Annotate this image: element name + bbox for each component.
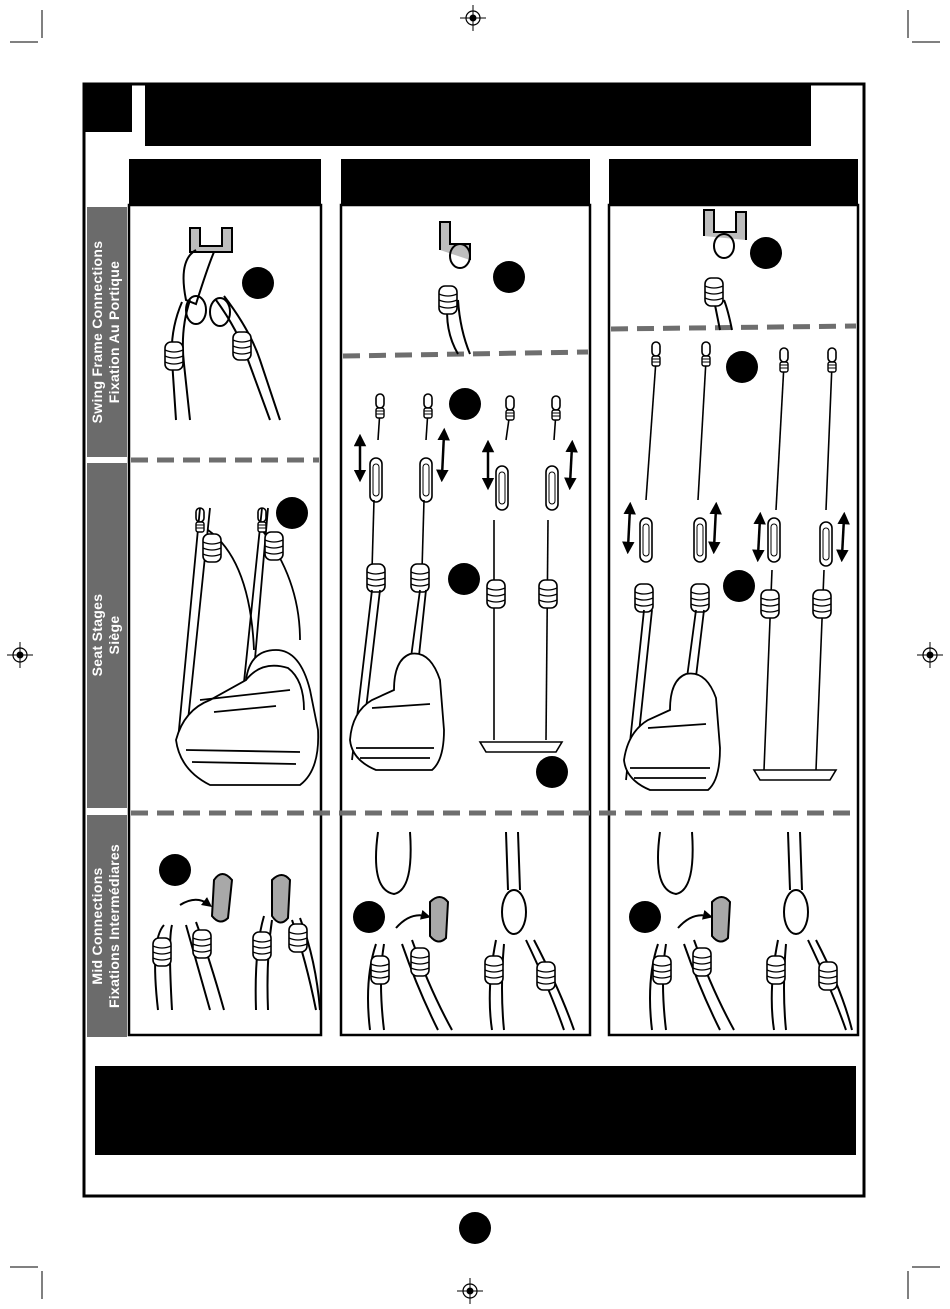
- side-label-line2: Fixations Intermédiares: [106, 843, 122, 1009]
- step-number-box: [84, 84, 132, 132]
- side-label-mid-connections: [89, 806, 125, 1046]
- grip-ring-icon: [165, 342, 183, 370]
- side-label-seat-stages: [89, 485, 125, 785]
- toddler-seat-icon: [176, 508, 318, 785]
- swing-hook-icon: [172, 228, 280, 420]
- side-label-line1: Swing Frame Connections: [89, 240, 105, 424]
- board-swing-seat-icon: [480, 742, 562, 752]
- page-number-circle: [459, 1212, 491, 1244]
- header-bar: [145, 85, 811, 146]
- side-label-swing-frame: [89, 207, 125, 457]
- side-label-line2: Fixation Au Portique: [106, 260, 122, 404]
- side-label-line1: Mid Connections: [89, 867, 105, 985]
- side-label-line1: Seat Stages: [89, 593, 105, 677]
- side-label-line2: Siège: [106, 615, 122, 655]
- footer-note-bar: [95, 1066, 856, 1155]
- double-arrow-icon: [360, 434, 572, 484]
